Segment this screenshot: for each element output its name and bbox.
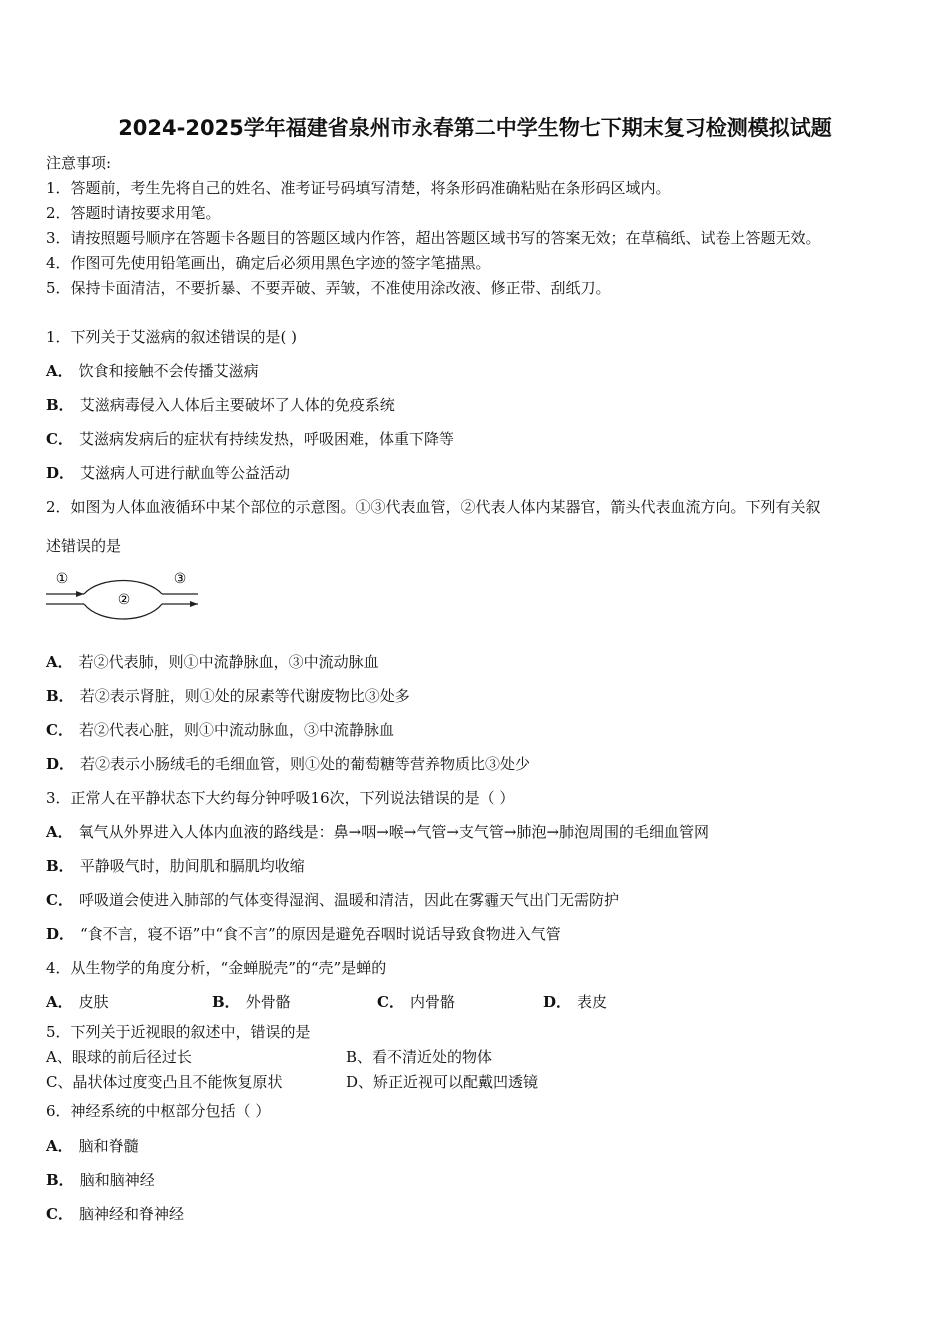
option-text: 脑和脑神经 (79, 1171, 155, 1189)
option-label: C． (46, 891, 73, 909)
option-text: 脑神经和脊神经 (78, 1205, 184, 1223)
question-2-option-c (46, 719, 394, 740)
option-text: 饮食和接触不会传播艾滋病 (78, 362, 259, 380)
option-label: A． (46, 1137, 73, 1155)
option-label: A． (46, 823, 73, 841)
notice-heading: 注意事项: (46, 154, 112, 172)
question-3-option-c (46, 889, 619, 910)
option-label: D． (46, 925, 75, 943)
option-text: 艾滋病人可进行献血等公益活动 (80, 464, 291, 482)
question-2-option-d (46, 753, 530, 774)
option-text: 艾滋病毒侵入人体后主要破坏了人体的免疫系统 (79, 396, 395, 414)
question-6-option-b (46, 1169, 155, 1190)
question-1-option-a (46, 360, 259, 381)
option-text: 氧气从外界进入人体内血液的路线是：鼻→咽→喉→气管→支气管→肺泡→肺泡周围的毛细血管网 (78, 823, 710, 841)
question-5-option-d: D、矫正近视可以配戴凹透镜 (346, 1073, 539, 1091)
question-3-stem: 3．正常人在平静状态下大约每分钟呼吸16次，下列说法错误的是（ ） (46, 789, 515, 807)
question-6-stem: 6．神经系统的中枢部分包括（ ） (46, 1102, 271, 1120)
diagram-label-vessel-1: ① (55, 571, 69, 587)
option-text: 若②表示肾脏，则①处的尿素等代谢废物比③处多 (79, 687, 410, 705)
diagram-label-organ-2: ② (117, 592, 131, 608)
question-2-stem-cont: 述错误的是 (46, 537, 122, 555)
question-3-option-a (46, 821, 709, 842)
question-2-option-b (46, 685, 410, 706)
option-text: 脑和脊髓 (78, 1137, 139, 1155)
question-3-option-d (46, 923, 561, 944)
option-text: 表皮 (577, 993, 608, 1011)
blood-flow-diagram (42, 566, 212, 632)
option-label: A． (46, 653, 73, 671)
option-label: D． (543, 993, 572, 1011)
option-text: 外骨骼 (245, 993, 291, 1011)
option-label: A． (46, 362, 73, 380)
question-3-option-b (46, 855, 305, 876)
question-6-option-a (46, 1135, 139, 1156)
option-label: B． (46, 1171, 74, 1189)
question-1-option-b (46, 394, 395, 415)
option-label: B． (212, 993, 240, 1011)
question-1-stem: 1．下列关于艾滋病的叙述错误的是( ) (46, 328, 298, 346)
option-label: B． (46, 687, 74, 705)
option-text: 若②表示小肠绒毛的毛细血管，则①处的葡萄糖等营养物质比③处少 (80, 755, 531, 773)
notice-item: 2．答题时请按要求用笔。 (46, 204, 221, 222)
question-2-option-a (46, 651, 379, 672)
question-5-option-b: B、看不清近处的物体 (346, 1048, 493, 1066)
page-title: 2024-2025学年福建省泉州市永春第二中学生物七下期末复习检测模拟试题 (118, 116, 832, 140)
option-text: 呼吸道会使进入肺部的气体变得湿润、温暖和清洁，因此在雾霾天气出门无需防护 (78, 891, 619, 909)
option-label: C． (46, 1205, 73, 1223)
question-4-option-b (212, 991, 291, 1012)
option-label: D． (46, 755, 75, 773)
option-text: 皮肤 (78, 993, 109, 1011)
question-5-stem: 5．下列关于近视眼的叙述中，错误的是 (46, 1023, 311, 1041)
question-4-stem: 4．从生物学的角度分析，“金蝉脱壳”的“壳”是蝉的 (46, 959, 387, 977)
option-text: 若②代表心脏，则①中流动脉血，③中流静脉血 (78, 721, 394, 739)
notice-item: 5．保持卡面清洁，不要折暴、不要弄破、弄皱，不准使用涂改液、修正带、刮纸刀。 (46, 279, 611, 297)
option-label: D． (46, 464, 75, 482)
question-4-option-a (46, 991, 109, 1012)
notice-item: 3．请按照题号顺序在答题卡各题目的答题区域内作答，超出答题区域书写的答案无效；在草稿纸、试卷上答题无效。 (46, 229, 821, 247)
question-4-option-d (543, 991, 607, 1012)
question-4-option-c (377, 991, 455, 1012)
option-label: A． (46, 993, 73, 1011)
option-label: C． (377, 993, 404, 1011)
option-text: 平静吸气时，肋间肌和膈肌均收缩 (79, 857, 305, 875)
question-5-option-a: A、眼球的前后径过长 (46, 1048, 192, 1066)
notice-item: 4．作图可先使用铅笔画出，确定后必须用黑色字迹的签字笔描黑。 (46, 254, 491, 272)
option-text: 艾滋病发病后的症状有持续发热，呼吸困难，体重下降等 (78, 430, 454, 448)
option-text: 若②代表肺，则①中流静脉血，③中流动脉血 (78, 653, 379, 671)
question-6-option-c (46, 1203, 184, 1224)
option-label: B． (46, 857, 74, 875)
option-text: “食不言，寝不语”中“食不言”的原因是避免吞咽时说话导致食物进入气管 (80, 925, 561, 943)
question-1-option-d (46, 462, 290, 483)
option-label: C． (46, 430, 73, 448)
question-1-option-c (46, 428, 454, 449)
question-5-option-c: C、晶状体过度变凸且不能恢复原状 (46, 1073, 283, 1091)
notice-item: 1．答题前，考生先将自己的姓名、准考证号码填写清楚，将条形码准确粘贴在条形码区域内。 (46, 179, 671, 197)
option-label: B． (46, 396, 74, 414)
option-text: 内骨骼 (409, 993, 455, 1011)
option-label: C． (46, 721, 73, 739)
question-2-stem: 2．如图为人体血液循环中某个部位的示意图。①③代表血管，②代表人体内某器官，箭头代表血流方向。下列有关叙 (46, 498, 821, 516)
diagram-label-vessel-3: ③ (173, 571, 187, 587)
